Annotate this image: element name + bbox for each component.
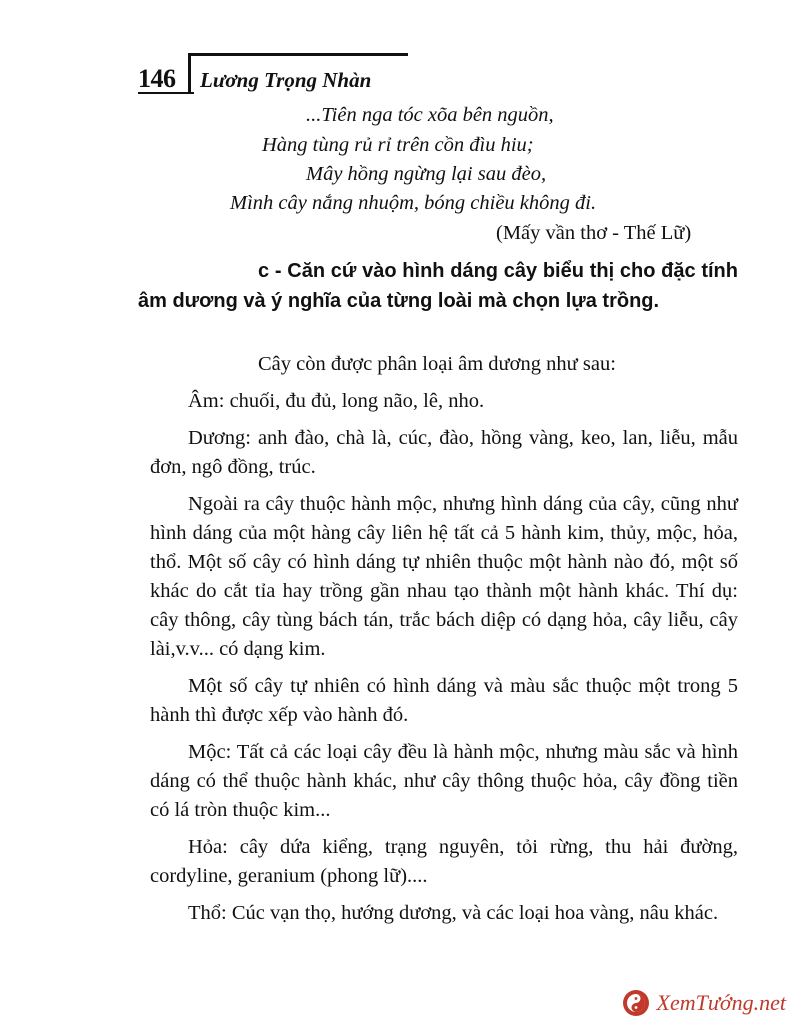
paragraph: Mộc: Tất cả các loại cây đều là hành mộc, nhưng màu sắc và hình dáng có thể thuộc hành khác, như cây thông thuộc hỏa, cây đồng tiền có lá tròn thuộc kim... bbox=[150, 741, 738, 821]
body-text bbox=[150, 350, 738, 936]
poem-line: Hàng tùng rủ rỉ trên cồn đìu hiu; bbox=[262, 134, 534, 156]
yin-yang-icon bbox=[623, 990, 649, 1016]
header-rule bbox=[188, 53, 408, 56]
paragraph: Cây còn được phân loại âm dương như sau: bbox=[258, 353, 616, 375]
running-head-author: Lương Trọng Nhàn bbox=[200, 68, 372, 92]
page-number: 146 bbox=[138, 64, 176, 93]
site-watermark bbox=[623, 990, 786, 1016]
paragraph: Thổ: Cúc vạn thọ, hướng dương, và các loại hoa vàng, nâu khác. bbox=[188, 902, 719, 924]
poem-line: ...Tiên nga tóc xõa bên nguồn, bbox=[306, 104, 554, 126]
header-rule-vertical bbox=[188, 53, 191, 93]
paragraph: Một số cây tự nhiên có hình dáng và màu sắc thuộc một trong 5 hành thì được xếp vào hành đó. bbox=[150, 675, 738, 726]
watermark-text: XemTướng.net bbox=[656, 990, 786, 1015]
page-header bbox=[138, 48, 408, 96]
poem-attribution: (Mấy vần thơ - Thế Lữ) bbox=[496, 222, 692, 244]
paragraph: Hỏa: cây dứa kiểng, trạng nguyên, tỏi rừng, thu hải đường, cordyline, geranium (phong lữ).... bbox=[150, 836, 738, 887]
poem-line: Mình cây nắng nhuộm, bóng chiều không đi. bbox=[230, 192, 597, 214]
paragraph: Ngoài ra cây thuộc hành mộc, nhưng hình dáng của cây, cũng như hình dáng của một hàng cây liên hệ tất cả 5 hành kim, thủy, mộc, hỏa, thổ. Một số cây có hình dáng tự nhiên thuộc một hành nào đó, một số khác do cắt tỉa hay trồng gần nhau tạo thành một hành khác. Thí dụ: cây thông, cây tùng bách tán, trắc bách diệp có dạng hỏa, cây liễu, cây lài,v.v... có dạng kim. bbox=[150, 493, 738, 660]
paragraph: Dương: anh đào, chà là, cúc, đào, hồng vàng, keo, lan, liễu, mẫu đơn, ngô đồng, trúc. bbox=[150, 427, 738, 478]
poem-line: Mây hồng ngừng lại sau đèo, bbox=[306, 163, 547, 185]
section-heading: c - Căn cứ vào hình dáng cây biểu thị cho đặc tính âm dương và ý nghĩa của từng loài mà chọn lựa trồng. bbox=[138, 260, 738, 312]
paragraph: Âm: chuối, đu đủ, long não, lê, nho. bbox=[188, 390, 485, 412]
